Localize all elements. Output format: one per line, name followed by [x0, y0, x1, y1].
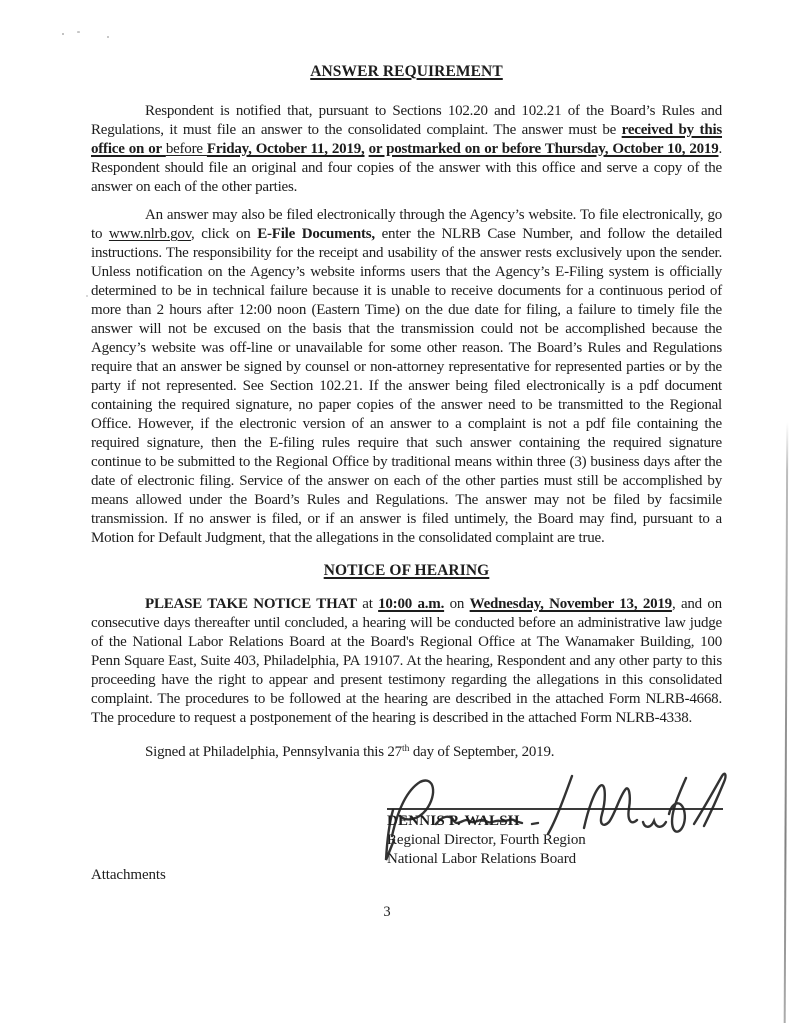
attachments-label: Attachments — [91, 867, 166, 883]
scan-speck — [62, 33, 64, 35]
text-run: before — [165, 141, 207, 157]
deadline-date-received-text: Friday, October 11, 2019, — [206, 141, 365, 157]
heading-answer-requirement: ANSWER REQUIREMENT — [310, 63, 503, 80]
handwritten-signature — [372, 766, 730, 868]
paragraph-hearing-notice — [91, 595, 722, 728]
text-run: An answer may also be filed electronically through the Agency’s website. To file electronically, go to — [91, 207, 722, 242]
paragraph-electronic-filing — [91, 206, 722, 548]
hearing-date-text: Wednesday, November 13, 2019 — [469, 596, 672, 612]
deadline-received-text: received by this office on or — [91, 122, 723, 157]
text-run: at — [356, 596, 379, 612]
text-run: Respondent is notified that, pursuant to Sections 102.20 and 102.21 of the Board’s Rules and Regulations, it must file an answer to the consolidated complaint. The answer must be — [91, 103, 722, 138]
text-run: . Respondent should file an original and four copies of the answer with this office and serve a copy of the answer on each of the other parties. — [91, 141, 723, 195]
efile-documents-text: E-File Documents, — [257, 226, 375, 242]
please-take-notice-text: PLEASE TAKE NOTICE THAT — [145, 596, 357, 612]
nlrb-website-text: www.nlrb.gov — [108, 226, 191, 242]
scan-speck — [107, 36, 109, 38]
scan-edge-artifact — [784, 422, 789, 1023]
paragraph-answer-filing-deadline — [91, 102, 722, 197]
text-run: day of September, 2019. — [409, 744, 555, 760]
signatory-title: Regional Director, Fourth Region — [387, 832, 586, 848]
text-run: on — [444, 596, 470, 612]
hearing-time-text: 10:00 a.m. — [378, 596, 445, 612]
text-run: , and on consecutive days thereafter until concluded, a hearing will be conducted before an administrative law judge of the National Labor Relations Board at the Board's Regional Office at The Wanamaker Building, 100 Penn Square East, Suite 403, Philadelphia, PA 19107. At the hearing, Respondent and any other party to this proceeding have the right to appear and present testimony regarding the allegations in this consolidated complaint. The procedures to be followed at the hearing are described in the attached Form NLRB-4668. The procedure to request a postponement of the hearing is described in the attached Form NLRB-4338. — [91, 596, 722, 726]
signed-date-line — [91, 740, 722, 762]
heading-notice-of-hearing: NOTICE OF HEARING — [323, 562, 490, 579]
scan-speck — [77, 31, 80, 33]
scan-speck — [86, 295, 88, 297]
page-number: 3 — [383, 904, 391, 920]
text-run: enter the NLRB Case Number, and follow the detailed instructions. The responsibility for the receipt and usability of the answer rests exclusively upon the sender. Unless notification on the Agency’s website informs users that the Agency’s E-Filing system is officially determined to be in technical failure because it is unable to receive documents for a continuous period of more than 2 hours after 12:00 noon (Eastern Time) on the due date for filing, a failure to timely file the answer will not be excused on the basis that the transmission could not be accomplished because the Agency’s website was off-line or unavailable for some other reason. The Board’s Rules and Regulations require that an answer be signed by counsel or non-attorney representative for represented parties or by the party if not represented. See Section 102.21. If the answer being filed electronically is a pdf document containing the required signature, no paper copies of the answer need to be transmitted to the Regional Office. However, if the electronic version of an answer to a complaint is not a pdf file containing the required signature, then the E-filing rules require that such answer containing the required signature continue to be submitted to the Regional Office by traditional means within three (3) business days after the date of electronic filing. Service of the answer on each of the other parties must still be accomplished by means allowed under the Board’s Rules and Regulations. The answer may not be filed by facsimile transmission. If no answer is filed, or if an answer is filed untimely, the Board may find, pursuant to a Motion for Default Judgment, that the allegations in the consolidated complaint are true. — [91, 226, 722, 546]
text-run: Signed at Philadelphia, Pennsylvania this 27 — [145, 744, 402, 760]
signatory-organization: National Labor Relations Board — [387, 851, 577, 867]
text-run: , click on — [191, 226, 258, 242]
deadline-date-postmarked-text: or postmarked on or before Thursday, October 10, 2019 — [368, 141, 719, 157]
signatory-name: DENNIS P. WALSH — [387, 813, 520, 829]
ordinal-superscript: th — [401, 744, 410, 754]
